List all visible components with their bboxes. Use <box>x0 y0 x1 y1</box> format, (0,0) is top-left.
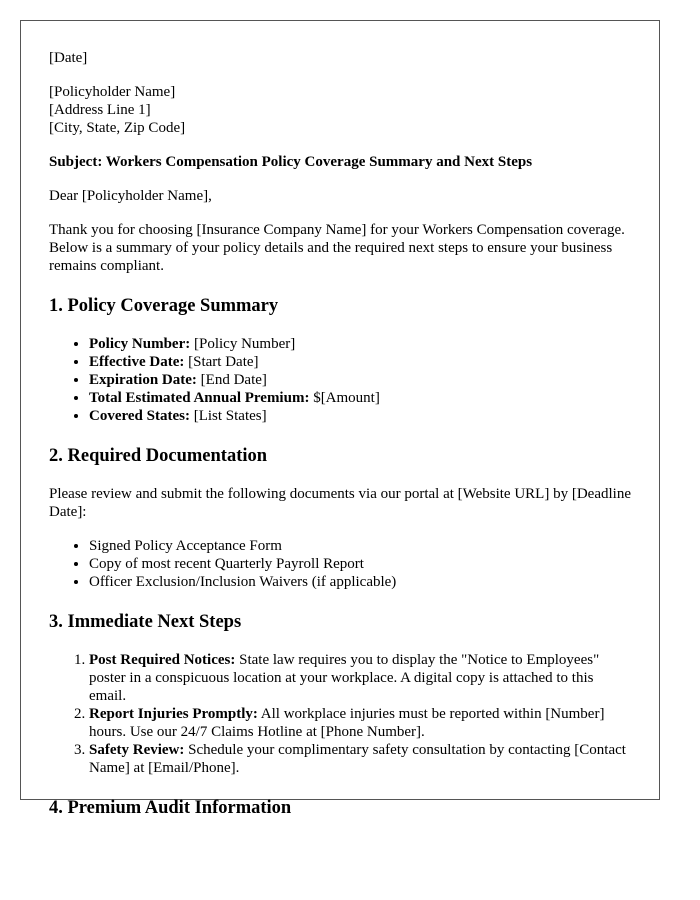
item-label: Safety Review: <box>89 742 185 758</box>
list-item-policy-number <box>89 335 631 353</box>
item-value: All workplace injuries must be reported within [Number] hours. Use our 24/7 Claims Hotline at [Phone Number]. <box>89 706 605 740</box>
list-item-post-notices <box>89 651 631 705</box>
documentation-list <box>49 537 631 591</box>
list-item: • Signed Policy Acceptance Form <box>89 537 631 555</box>
letter-content <box>21 21 659 819</box>
item-value: [Start Date] <box>184 354 259 370</box>
address-line-name: [Policyholder Name] <box>49 84 176 100</box>
item-value: [Policy Number] <box>190 336 296 352</box>
item-value: $[Amount] <box>309 390 380 406</box>
list-item-annual-premium <box>89 389 631 407</box>
list-item-expiration-date <box>89 371 631 389</box>
item-label: Covered States: <box>89 408 190 424</box>
letter-date: [Date] <box>49 50 88 66</box>
section2-heading: 2. Required Documentation <box>49 446 268 466</box>
address-line-city: [City, State, Zip Code] <box>49 120 186 136</box>
item-label: Report Injuries Promptly: <box>89 706 258 722</box>
list-item: • Officer Exclusion/Inclusion Waivers (if applicable) <box>89 573 631 591</box>
next-steps-list <box>49 651 631 777</box>
item-value: State law requires you to display the "Notice to Employees" poster in a conspicuous location at your workplace. A digital copy is attached to this email. <box>89 652 600 704</box>
list-item-covered-states <box>89 407 631 425</box>
item-value: Schedule your complimentary safety consultation by contacting [Contact Name] at [Email/Phone]. <box>89 742 626 776</box>
letter-salutation: Dear [Policyholder Name], <box>49 188 212 204</box>
recipient-address <box>49 83 631 137</box>
list-item-effective-date <box>89 353 631 371</box>
item-label: Expiration Date: <box>89 372 197 388</box>
item-label: Post Required Notices: <box>89 652 236 668</box>
item-value: [List States] <box>189 408 267 424</box>
address-line-street: [Address Line 1] <box>49 102 151 118</box>
section1-heading: 1. Policy Coverage Summary <box>49 296 279 316</box>
documentation-intro: Please review and submit the following documents via our portal at [Website URL] by [Deadline Date]: <box>49 486 631 520</box>
list-item-safety-review <box>89 741 631 777</box>
letter-page <box>20 20 660 818</box>
section3-heading: 3. Immediate Next Steps <box>49 612 242 632</box>
letter-intro: Thank you for choosing [Insurance Company Name] for your Workers Compensation coverage. Below is a summary of your policy details and the required next steps to ensure your business remains compliant. <box>49 222 625 274</box>
item-value: [End Date] <box>196 372 267 388</box>
item-label: Policy Number: <box>89 336 191 352</box>
item-label: Effective Date: <box>89 354 185 370</box>
list-item-report-injuries <box>89 705 631 741</box>
policy-summary-list <box>49 335 631 425</box>
letter-subject: Subject: Workers Compensation Policy Coverage Summary and Next Steps <box>49 154 533 170</box>
list-item: • Copy of most recent Quarterly Payroll Report <box>89 555 631 573</box>
section4-heading: 4. Premium Audit Information <box>49 798 292 818</box>
item-label: Total Estimated Annual Premium: <box>89 390 310 406</box>
